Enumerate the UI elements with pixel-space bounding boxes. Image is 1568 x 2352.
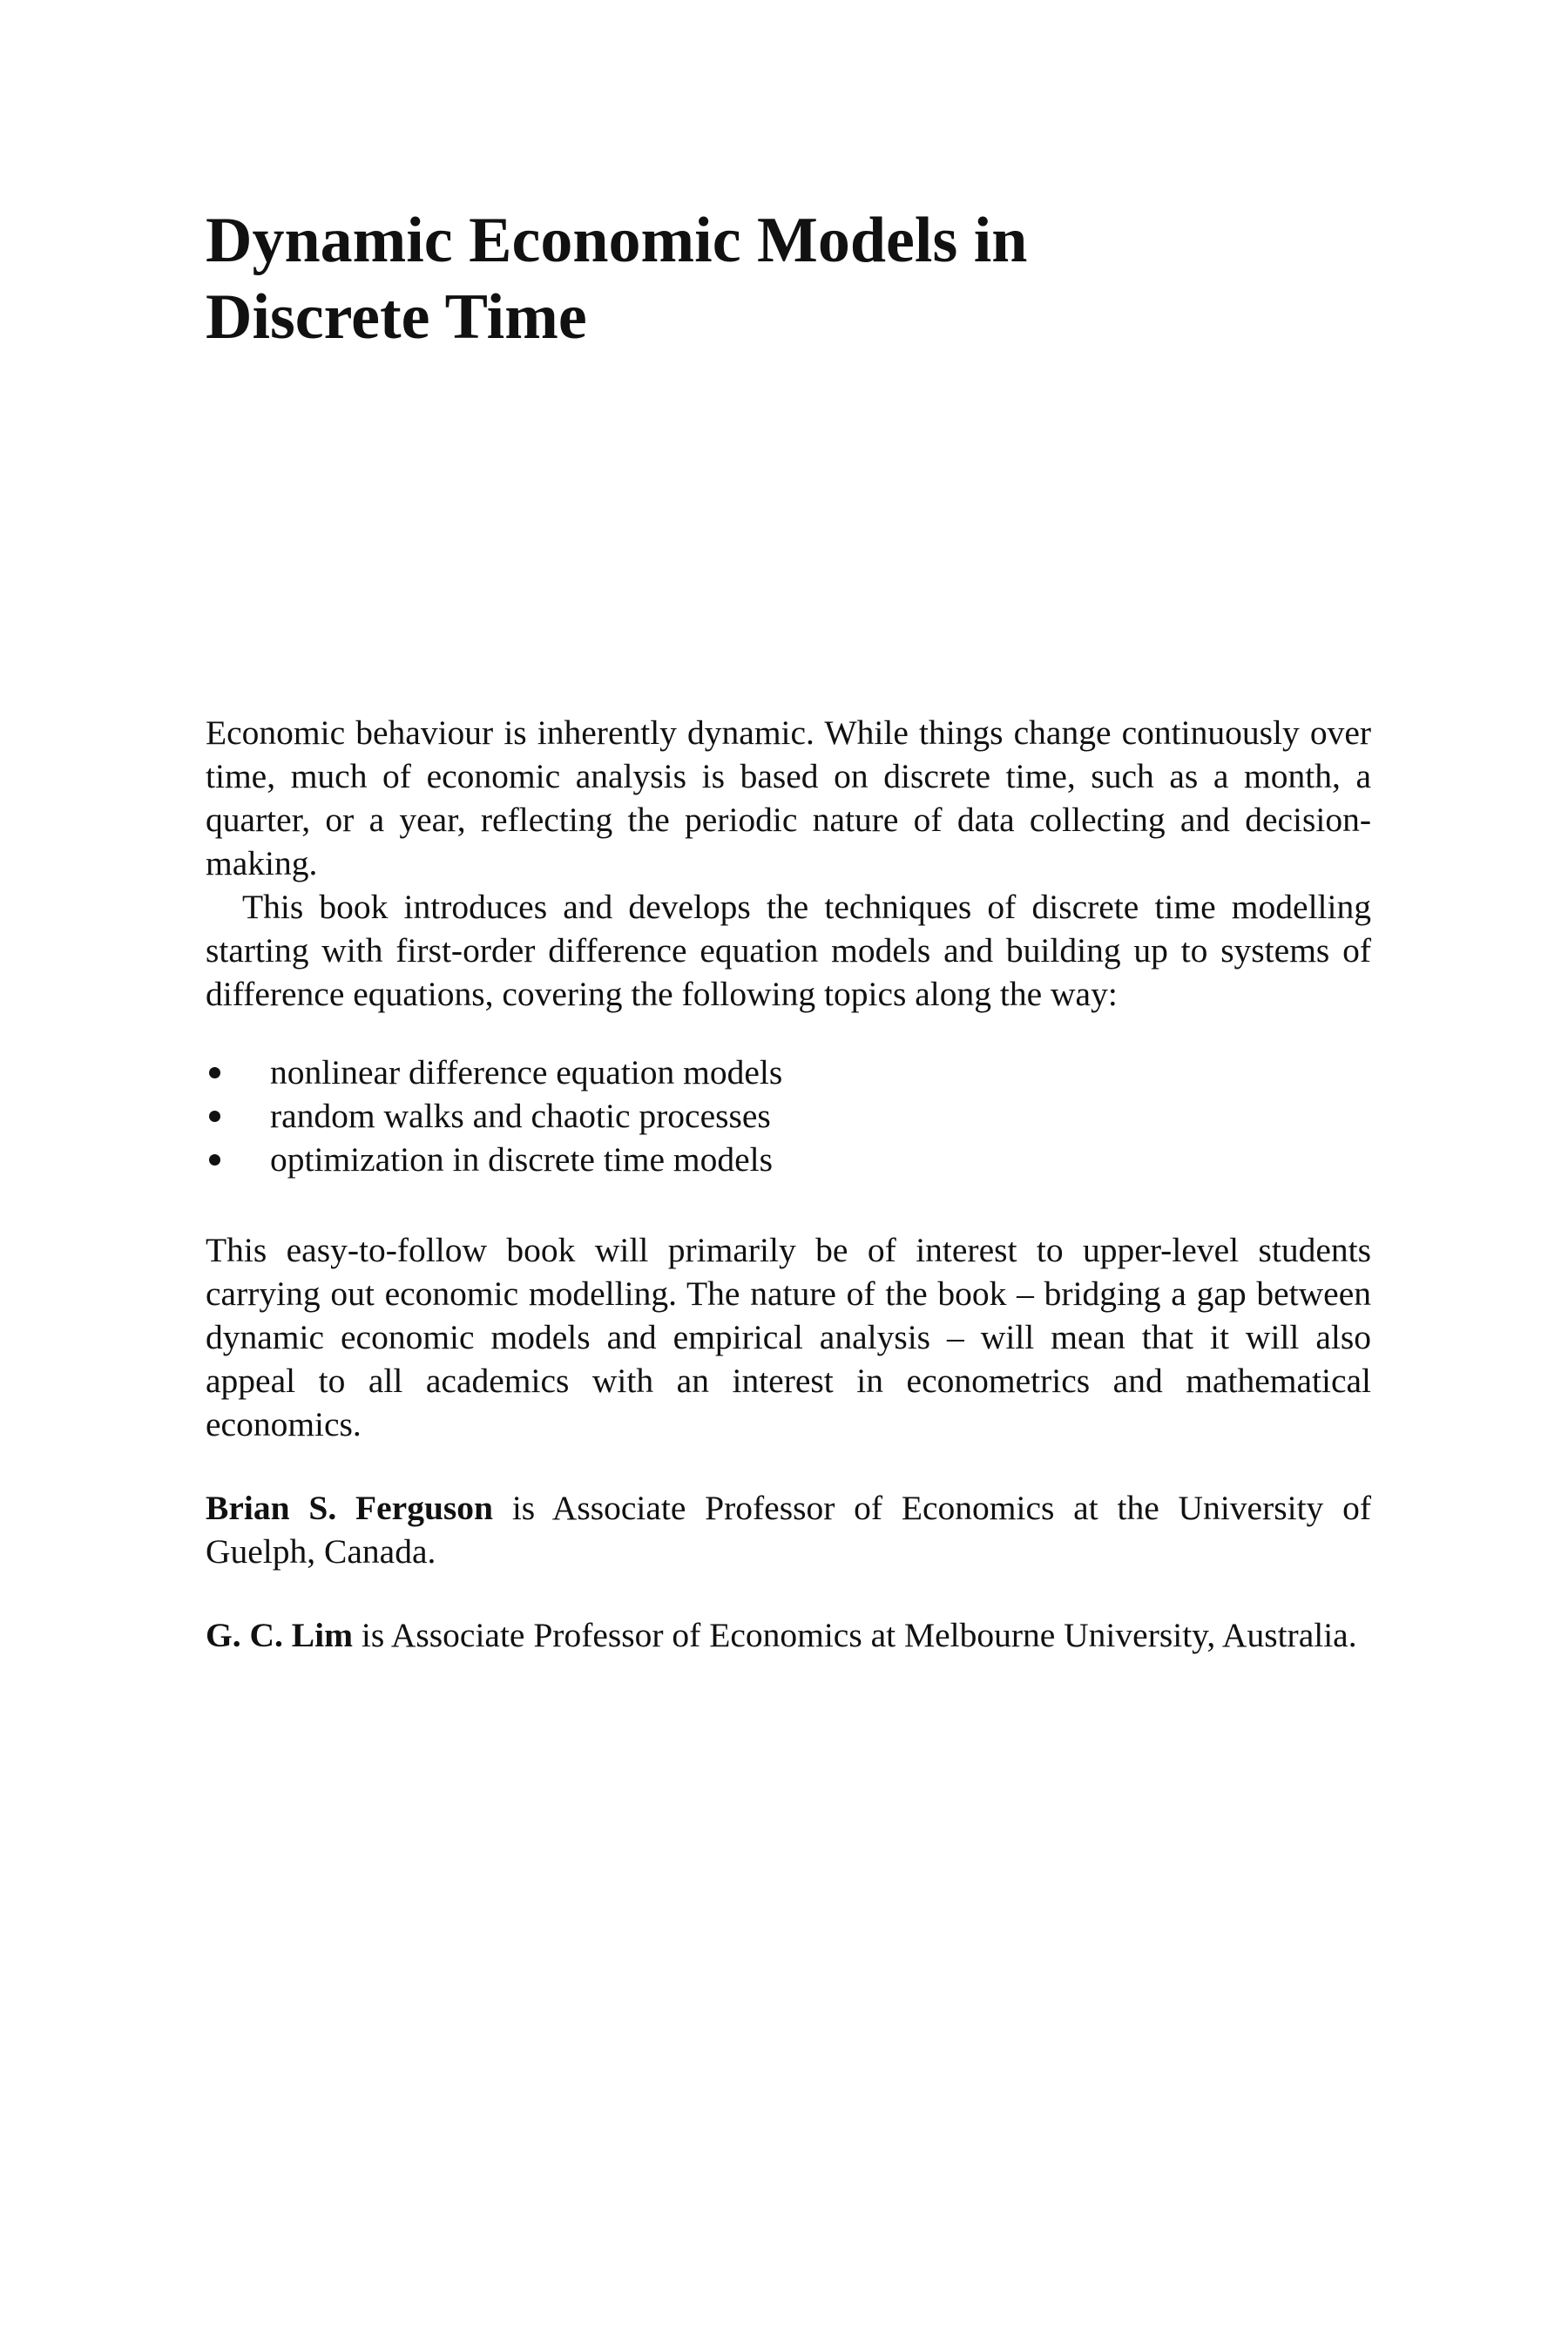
author-bio-paragraph [206,1613,1371,1657]
scope-paragraph: This book introduces and develops the techniques of discrete time modelling starting with first-order difference equation models and building up to systems of difference equations, covering the following topics along the way: [206,888,1371,1013]
audience-paragraph: This easy-to-follow book will primarily be of interest to upper-level students carrying out economic modelling. The nature of the book – bridging a gap between dynamic economic models and empirical analysis – will mean that it will also appeal to all academics with an interest in econometrics and mathematical economics. [206,1231,1371,1443]
author-name: G. C. Lim [206,1616,353,1654]
author-bio-paragraph [206,1486,1371,1573]
intro-paragraph: Economic behaviour is inherently dynamic. While things change continuously over time, much of economic analysis is based on discrete time, such as a month, a quarter, or a year, reflecting the periodic nature of data collecting and decision-making. [206,713,1371,882]
intro-section [206,711,1371,1016]
author-bio-lim [206,1613,1371,1657]
bullet-icon [209,1111,220,1122]
author-bio-text: is Associate Professor of Economics at Melbourne University, Australia. [361,1616,1357,1654]
bullet-icon [209,1154,220,1166]
author-bio-ferguson [206,1486,1371,1573]
bullet-icon [209,1067,220,1078]
author-name: Brian S. Ferguson [206,1489,494,1527]
topic-item [206,1138,1371,1181]
topics-list [206,1051,1371,1181]
book-title-line-1: Dynamic Economic Models in [206,205,1028,276]
topic-text: optimization in discrete time models [270,1140,774,1179]
book-title [206,202,1373,355]
book-title-line-2: Discrete Time [206,281,587,353]
audience-section [206,1228,1371,1446]
topic-text: nonlinear difference equation models [270,1053,783,1092]
topic-text: random walks and chaotic processes [270,1097,771,1135]
topic-item [206,1094,1371,1138]
topic-item [206,1051,1371,1094]
author-bio-text: is Associate Professor of Economics at the University of Guelph, Canada. [206,1489,1372,1571]
